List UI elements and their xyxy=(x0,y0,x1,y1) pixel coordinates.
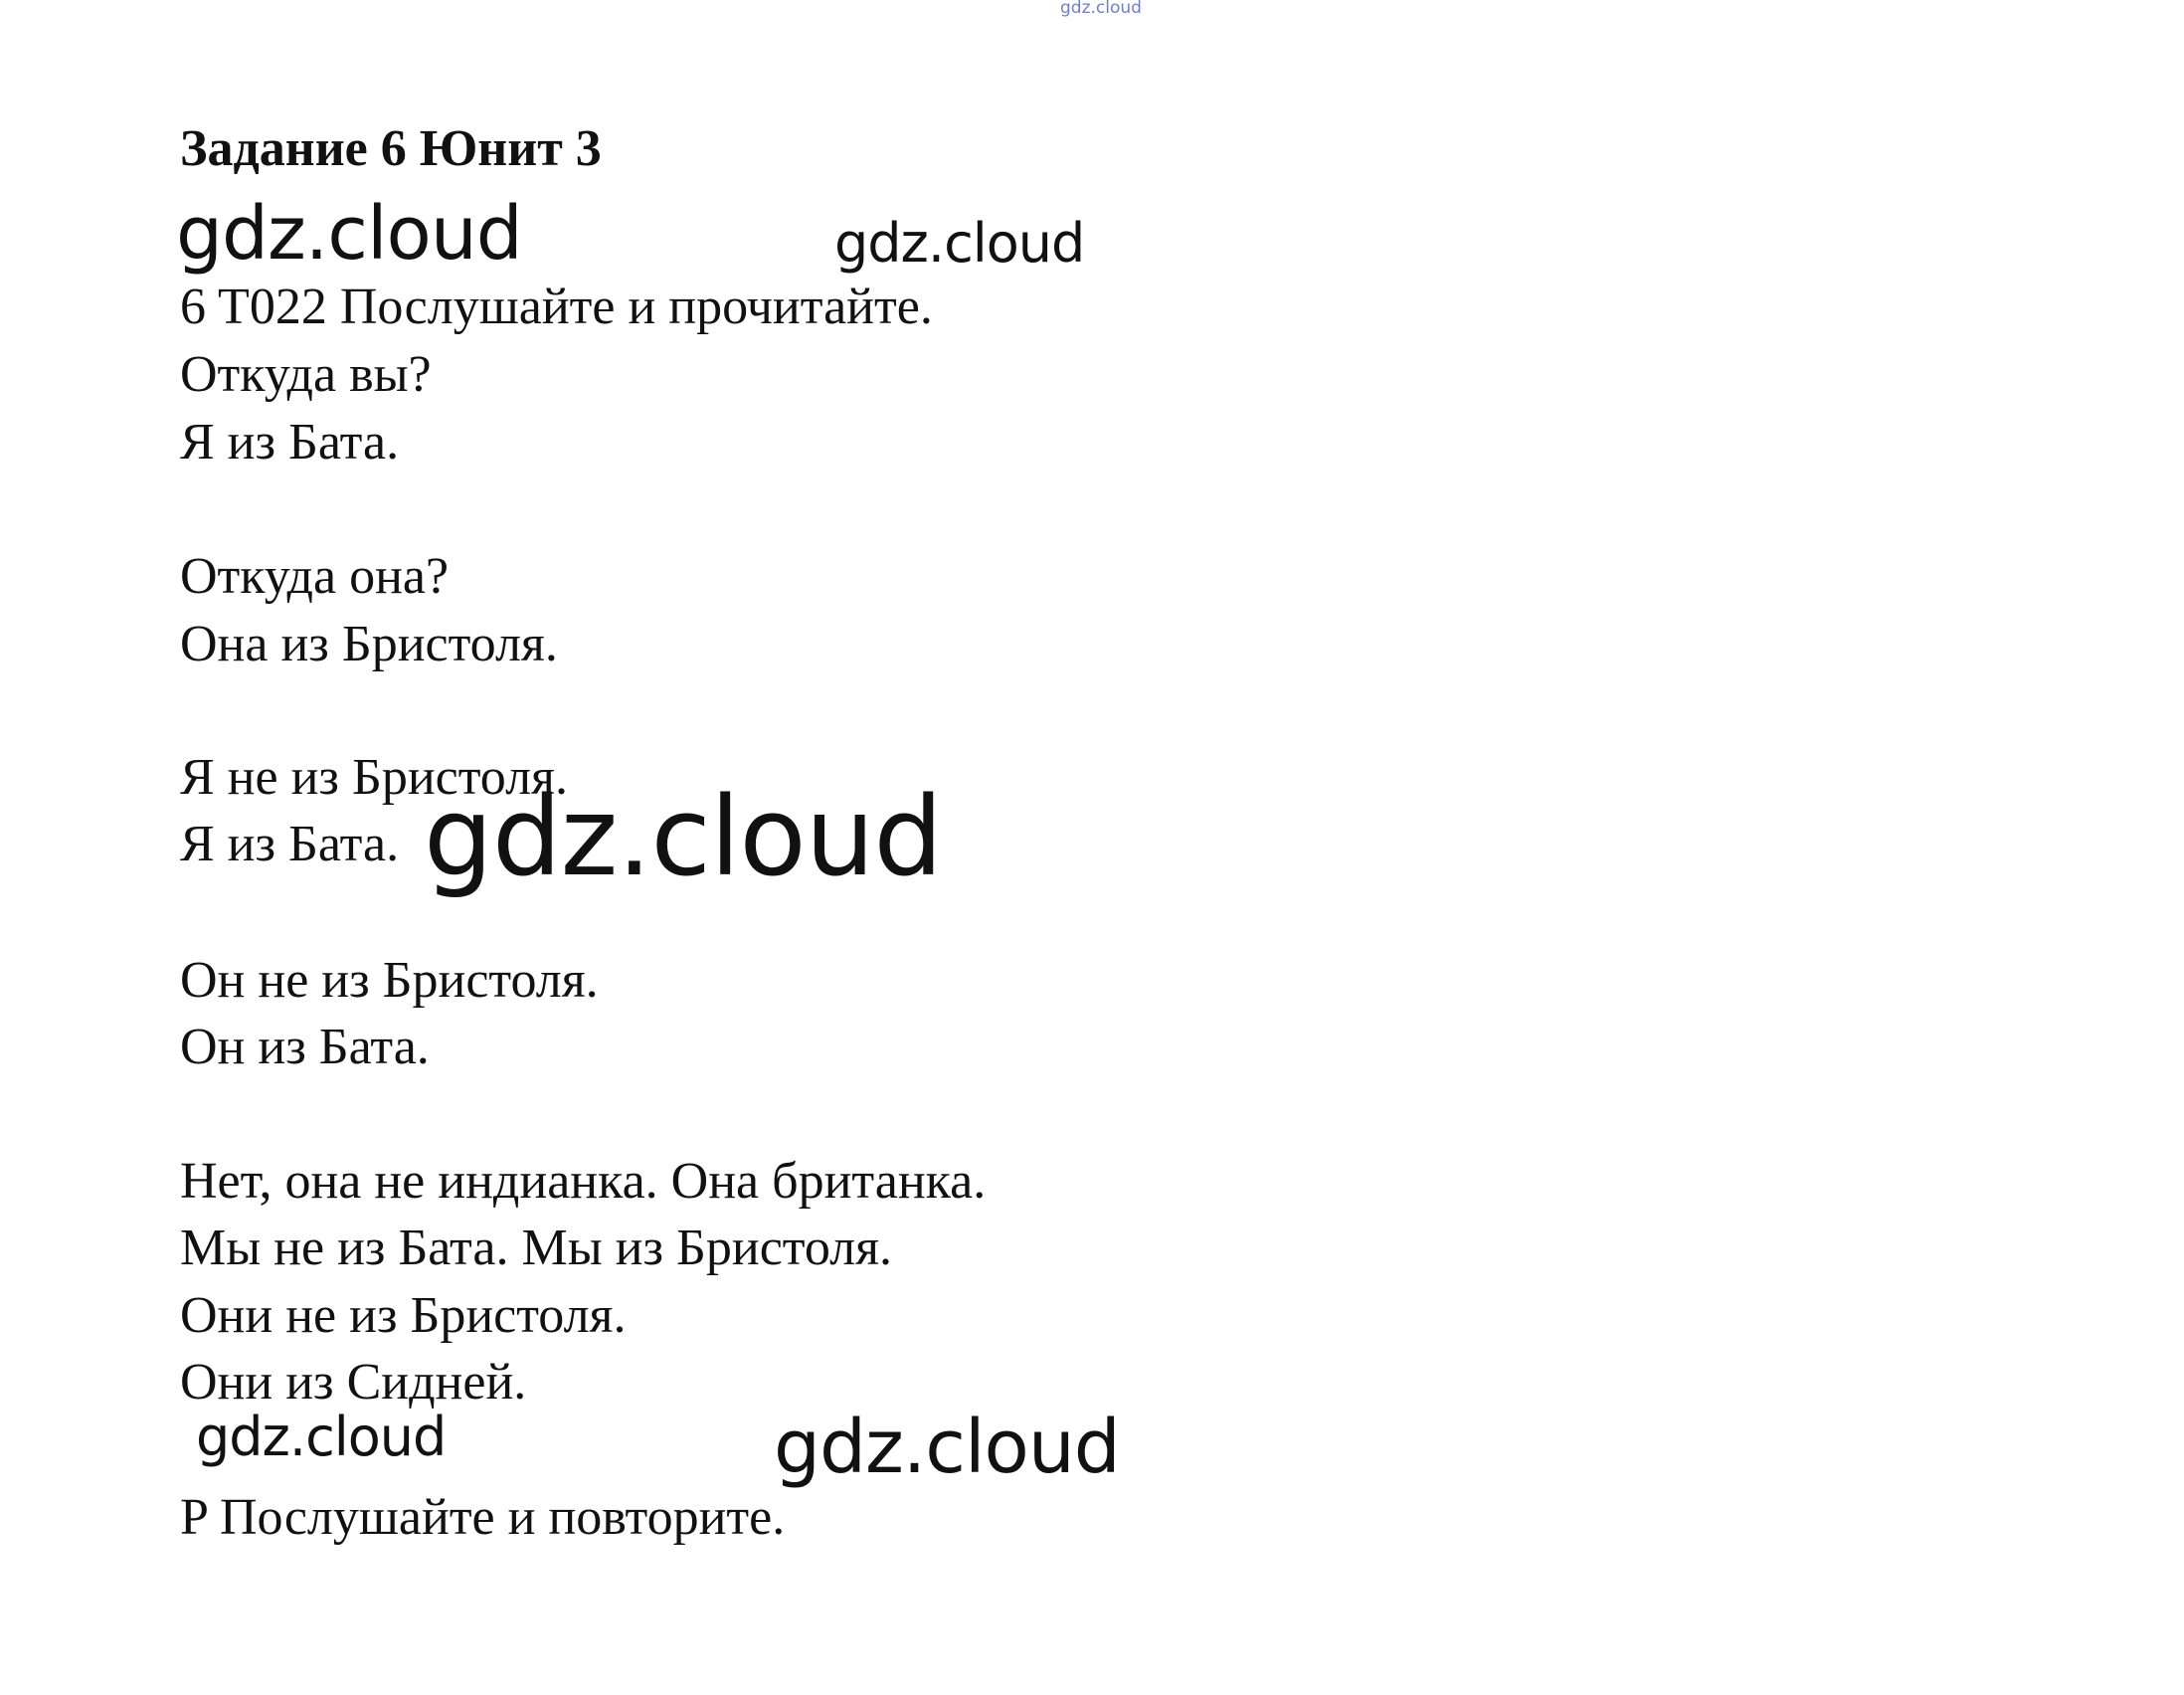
text-line-6: Я не из Бристоля. xyxy=(180,749,568,806)
watermark-large-right-bottom: gdz.cloud xyxy=(774,1405,1120,1490)
text-line-8: Он не из Бристоля. xyxy=(180,952,599,1009)
watermark-medium-right: gdz.cloud xyxy=(834,212,1085,275)
watermark-medium-left-bottom: gdz.cloud xyxy=(196,1406,447,1468)
text-line-5: Она из Бристоля. xyxy=(180,616,558,672)
page-title: Задание 6 Юнит 3 xyxy=(180,120,602,177)
text-line-1: 6 T022 Послушайте и прочитайте. xyxy=(180,279,933,335)
text-line-3: Я из Бата. xyxy=(180,414,400,471)
text-line-12: Они не из Бристоля. xyxy=(180,1287,627,1344)
text-line-2: Откуда вы? xyxy=(180,346,432,403)
watermark-large-left: gdz.cloud xyxy=(176,191,522,277)
text-line-11: Мы не из Бата. Мы из Бристоля. xyxy=(180,1220,893,1276)
text-line-13: Они из Сидней. xyxy=(180,1354,527,1411)
text-line-14: P Послушайте и повторите. xyxy=(180,1489,786,1546)
watermark-xlarge-center: gdz.cloud xyxy=(424,773,943,900)
text-line-10: Нет, она не индианка. Она британка. xyxy=(180,1153,987,1210)
text-line-9: Он из Бата. xyxy=(180,1019,430,1075)
watermark-top: gdz.cloud xyxy=(1060,0,1142,18)
text-line-7: Я из Бата. xyxy=(180,816,400,872)
text-line-4: Откуда она? xyxy=(180,548,450,605)
